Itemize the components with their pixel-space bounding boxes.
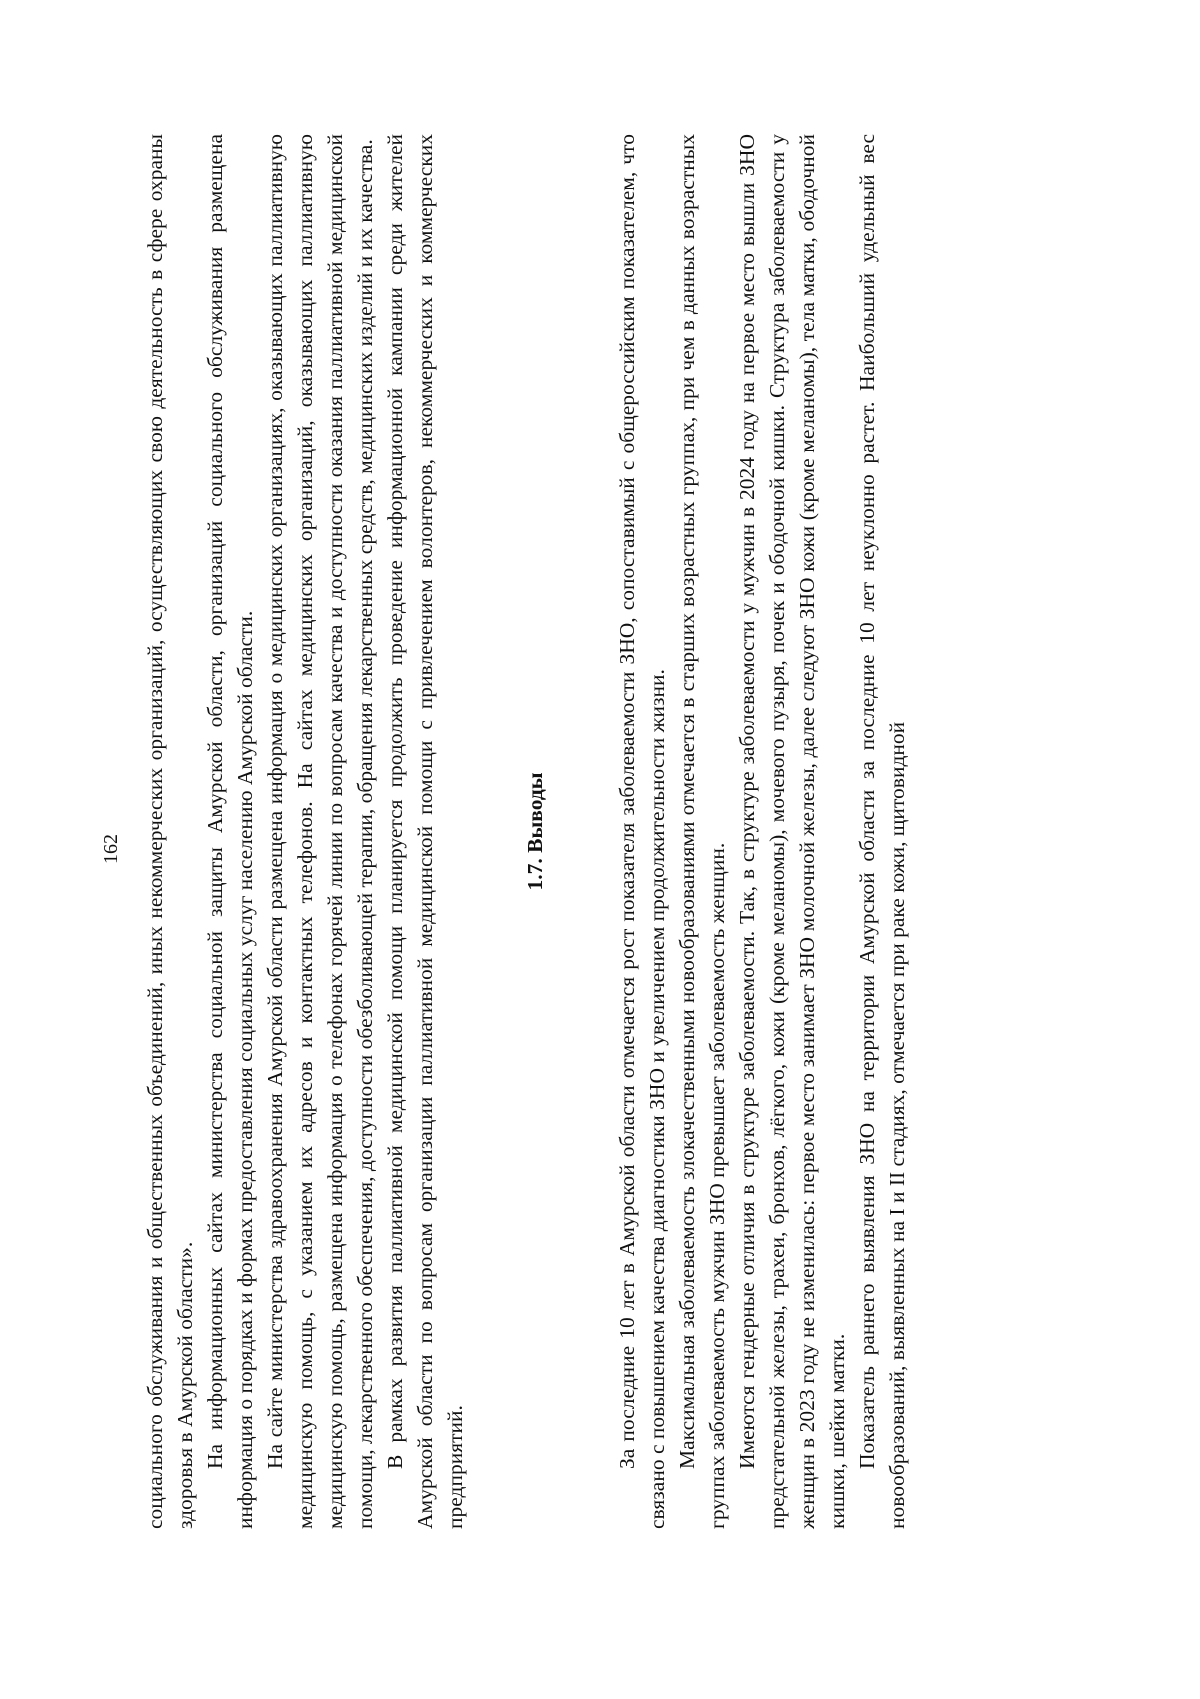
paragraph-health-ministry-site: На сайте министерства здравоохранения Амурской области размещена информация о медицинских организациях, оказывающих паллиативную медицинскую помощь, с указанием их адресов и контактных телефонов. На сайтах медицинских организаций, оказывающих паллиативную медицинскую помощь, размещена информация о телефонах горячей линии по вопросам качества и доступности оказания паллиативной медицинской помощи, лекарственного обеспечения, доступности обезболивающей терапии, обращения лекарственных средств, медицинских изделий и их качества.	[263, 134, 377, 1529]
document-body	[140, 134, 912, 1529]
paragraph-incidence-growth: За последние 10 лет в Амурской области отмечается рост показателя заболеваемости ЗНО, сопоставимый с общероссийским показателем, что связано с повышением качества диагностики ЗНО и увеличением продолжительности жизни.	[615, 134, 669, 1529]
paragraph-early-detection: Показатель раннего выявления ЗНО на территории Амурской области за последние 10 лет неуклонно растет. Наибольший удельный вес новообразований, выявленных на I и II стадиях, отмечается при раке кожи, щитовидной	[855, 134, 909, 1529]
paragraph-age-groups: Максимальная заболеваемость злокачественными новообразованиями отмечается в старших возрастных группах, при чем в данных возрастных группах заболеваемость мужчин ЗНО превышает заболеваемость женщин.	[675, 134, 729, 1529]
paragraph-continuation: социального обслуживания и общественных объединений, иных некоммерческих организаций, осуществляющих свою деятельность в сфере охраны здоровья в Амурской области».	[143, 134, 197, 1529]
section-heading: 1.7. Выводы	[523, 772, 547, 891]
paragraph-info-campaign: В рамках развития паллиативной медицинской помощи планируется продолжить проведение информационной кампании среди жителей Амурской области по вопросам организации паллиативной медицинской помощи с привлечением волонтеров, некоммерческих и коммерческих предприятий.	[383, 134, 467, 1529]
paragraph-gender-differences: Имеются гендерные отличия в структуре заболеваемости. Так, в структуре заболеваемости у мужчин в 2024 году на первое место вышли ЗНО предстательной железы, трахеи, бронхов, лёгкого, кожи (кроме меланомы), мочевого пузыря, почек и ободочной кишки. Структура заболеваемости у женщин в 2023 году не изменилась: первое место занимает ЗНО молочной железы, далее следуют ЗНО кожи (кроме меланомы), тела матки, ободочной кишки, шейки матки.	[735, 134, 849, 1529]
paragraph-social-sites: На информационных сайтах министерства социальной защиты Амурской области, организаций социального обслуживания размещена информация о порядках и формах предоставления социальных услуг населению Амурской области.	[203, 134, 257, 1529]
page-number: 162	[100, 834, 122, 864]
